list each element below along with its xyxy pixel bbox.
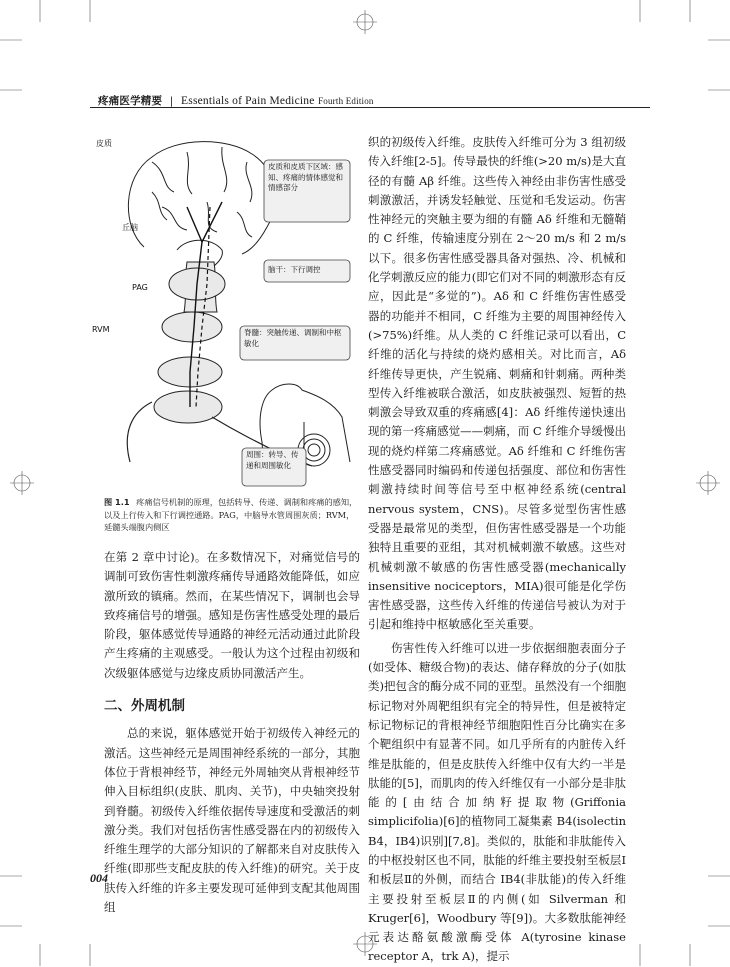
annotation-box-peripheral: [242, 448, 306, 486]
figure-caption: [104, 496, 360, 534]
left-column: [104, 548, 360, 917]
annotation-cortex-text: 皮质和皮质下区域：感知、疼痛的情体感觉和情感部分: [268, 162, 343, 192]
label-pag: PAG: [132, 283, 148, 292]
annotation-spinal-text: 脊髓：突触传递、调制和中枢敏化: [244, 328, 342, 348]
annotation-box-spinal: [240, 326, 350, 360]
right-column: [368, 133, 626, 967]
brain-illustration: [128, 142, 275, 272]
section-title: 二、外周机制: [104, 698, 185, 715]
label-thalamus: 丘脑: [122, 223, 138, 232]
label-rvm: RVM: [92, 325, 110, 334]
right-paragraph-2: 伤害性传入纤维可以进一步依据细胞表面分子(如受体、糖级合物)的表达、储存释放的分子(如肽类)把包含的酶分成不同的亚型。虽然没有一个细胞标记物对外周靶组织有完全的特异性，但是被特定标记物标记的背根神经节细胞阳性百分比确实在多个靶组织中有显著不同。如几乎所有的内脏传入纤维是肽能的，但是皮肤传入纤维中仅有大约一半是肽能的[5]，而肌肉的传入纤维仅有一小部分是非肽能的[由结合加纳籽提取物(Griffonia simplicifolia)[6]的植物同工凝集素 B4(isolectin B4，IB4)识别][7,8]。类似的，肽能和非肽能传入的中枢投射区也不同，肽能的纤维主要投射至板层Ⅰ和板层Ⅱ的外侧，而结合 IB4(非肽能)的传入纤维主要投射至板层Ⅱ的内侧(如 Silverman 和 Kruger[6]，Woodbury 等[9])。大多数肽能神经元表达酪氨酸激酶受体 A(tyrosine kinase receptor A，trk A)，提示: [368, 640, 626, 964]
header-rule: [90, 107, 650, 108]
header-english-title: Essentials of Pain Medicine: [181, 95, 315, 107]
annotation-box-brainstem: [264, 260, 350, 282]
figure-caption-text: 疼痛信号机制的原理，包括转导、传递、调制和疼痛的感知，以及上行传入和下行调控通路。PAG，中脑导水管周围灰质；RVM，延髓头端腹内侧区: [104, 497, 358, 532]
header-separator: |: [169, 95, 174, 107]
annotation-brainstem-text: 脑干：下行调控: [268, 265, 321, 274]
running-header: [98, 93, 374, 108]
header-edition: Fourth Edition: [318, 96, 374, 106]
page-number: 004: [90, 871, 108, 885]
left-paragraph-2: 总的来说，躯体感觉开始于初级传入神经元的激活。这些神经元是周围神经系统的一部分，其胞体位于背根神经节，神经元外周轴突从背根神经节伸入目标组织(皮肤、肌肉、关节)，中央轴突投射到脊髓。初级传入纤维依据传导速度和受激活的刺激分类。我们对包括伤害性感受器在内的初级传入纤维生理学的大部分知识的了解都来自对皮肤传入纤维(即那些支配皮肤的传入纤维)的研究。关于皮肤传入纤维的许多主要发现可延伸到支配其他周围组: [104, 726, 360, 915]
annotation-peripheral-text: 周围：转导、传递和周围敏化: [246, 450, 299, 470]
annotation-box-cortex: [264, 160, 350, 222]
label-cortex: 皮质: [96, 139, 112, 148]
header-chinese-title: 疼痛医学精要: [98, 95, 163, 107]
figure-pain-pathway: [92, 132, 360, 494]
right-paragraph-1: 织的初级传入纤维。皮肤传入纤维可分为 3 组初级传入纤维[2-5]。传导最快的纤维(>20 m/s)是大直径的有髓 Aβ 纤维。这些传入神经由非伤害性感受刺激激活，并诱发轻触觉、压觉和毛发运动。伤害性神经元的突触主要为细的有髓 Aδ 纤维和无髓鞘的 C 纤维，传输速度分别在 2～20 m/s 和 2 m/s 以下。很多伤害性感受器具备对强热、冷、机械和化学刺激反应的能力(即它们对不同的刺激形态有反应，因此是“多觉的”)。Aδ 和 C 纤维伤害性感受器的功能并不相同，C 纤维为主要的周围神经传入(>75%)纤维。从人类的 C 纤维记录可以看出，C 纤维的活化与持续的烧灼感相关。对比而言，Aδ 纤维传导更快，产生锐痛、刺痛和针刺痛。两种类型传入纤维被联合激活，如皮肤被强烈、短暂的热刺激会导致双重的疼痛感[4]：Aδ 纤维传递快速出现的第一疼痛感觉——刺痛，而 C 纤维介导缓慢出现的烧灼样第二疼痛感觉。Aδ 纤维和 C 纤维伤害性感受器同时编码和传递包括强度、部位和伤害性刺激持续时间等信号至中枢神经系统(central nervous system，CNS)。尽管多觉型伤害性感受器是最常见的类型，但伤害性感受器是一个功能独特且重要的亚组，其对机械刺激不敏感。这些对机械刺激不敏感的伤害性感受器(mechanically insensitive nociceptors，MIA)很可能是化学伤害性感受器，这些传入纤维的传递信号被认为对于引起和维持中枢敏感化至关重要。: [368, 135, 626, 632]
figure-caption-label: 图 1.1: [104, 497, 130, 507]
left-paragraph-1: 在第 2 章中讨论)。在多数情况下，对痛觉信号的调制可致伤害性刺激疼痛传导通路效能降低，如应激所致的镇痛。然而，在某些情况下，调制也会导致疼痛信号的增强。感知是伤害性感受处理的最后阶段，躯体感觉传导通路的神经元活动通过此阶段产生疼痛的主观感受。一般认为这个过程由初级和次级躯体感觉与边缘皮质协同激活产生。: [104, 550, 360, 680]
